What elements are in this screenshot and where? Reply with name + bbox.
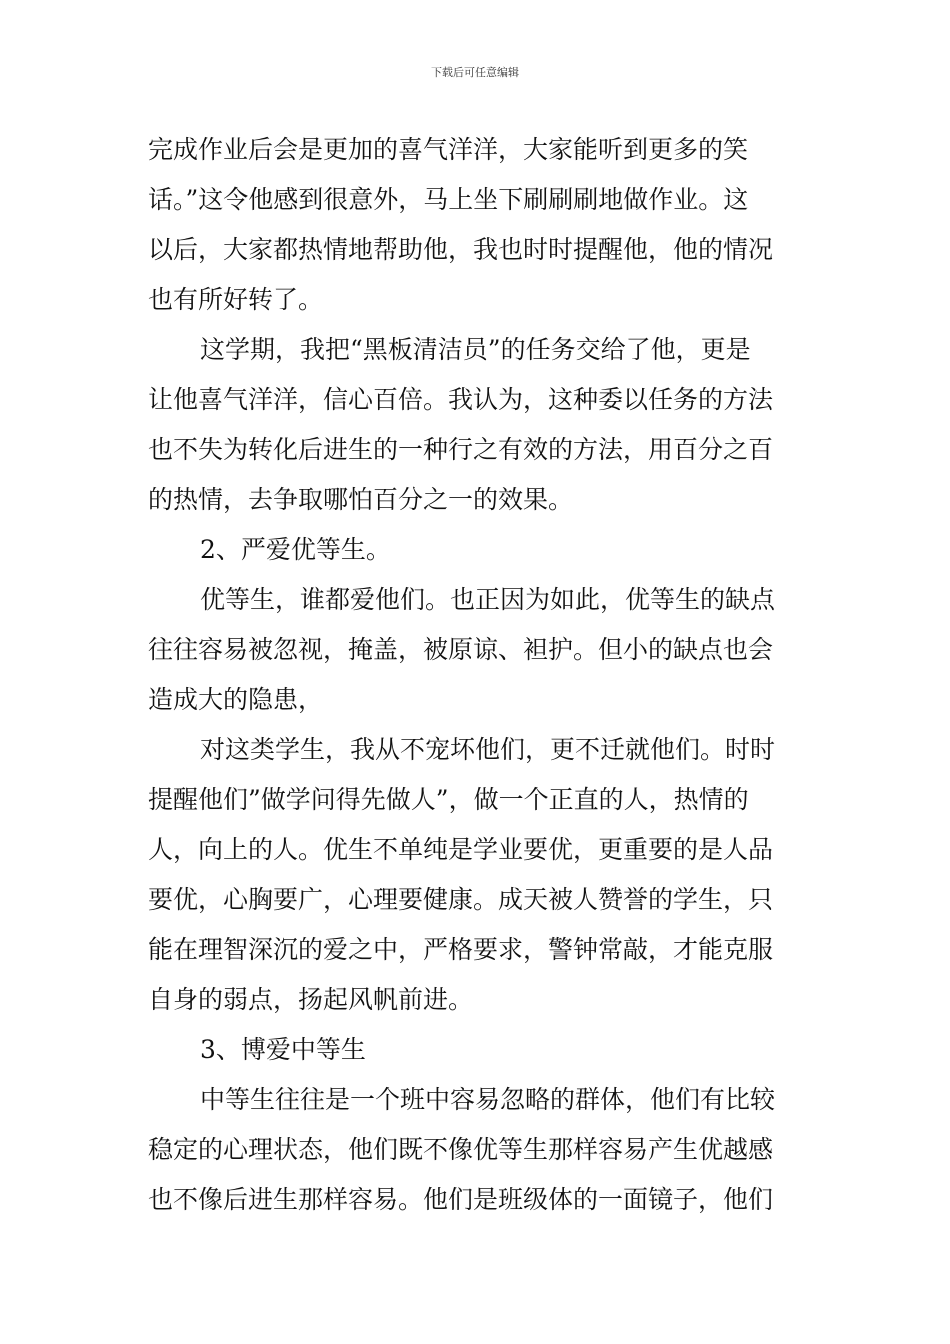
text-line: 中等生往往是一个班中容易忽略的群体，他们有比较 — [200, 1085, 776, 1114]
text-line: 稳定的心理状态，他们既不像优等生那样容易产生优越感 — [148, 1135, 774, 1164]
text-line: 也不失为转化后进生的一种行之有效的方法，用百分之百 — [148, 435, 774, 464]
text-line: 自身的弱点，扬起风帆前进。 — [148, 985, 474, 1014]
text-line: 也有所好转了。 — [148, 285, 324, 314]
text-line: 提醒他们”做学问得先做人”，做一个正直的人，热情的 — [148, 785, 749, 814]
text-line: 让他喜气洋洋，信心百倍。我认为，这种委以任务的方法 — [148, 385, 774, 414]
body-text — [148, 125, 808, 1225]
text-line: 2、严爱优等生。 — [200, 535, 391, 564]
text-line: 能在理智深沉的爱之中，严格要求，警钟常敲，才能克服 — [148, 935, 774, 964]
text-line: 也不像后进生那样容易。他们是班级体的一面镜子，他们 — [148, 1185, 774, 1214]
text-line: 这学期，我把“黑板清洁员”的任务交给了他，更是 — [200, 335, 751, 364]
text-line: 人，向上的人。优生不单纯是学业要优，更重要的是人品 — [148, 835, 774, 864]
text-line: 话。”这令他感到很意外，马上坐下刷刷刷地做作业。这 — [148, 185, 749, 214]
text-line: 造成大的隐患， — [148, 685, 324, 714]
text-line: 以后，大家都热情地帮助他，我也时时提醒他，他的情况 — [148, 235, 774, 264]
page-header: 下载后可任意编辑 — [431, 66, 519, 79]
text-line: 的热情，去争取哪怕百分之一的效果。 — [148, 485, 574, 514]
text-line: 要优，心胸要广，心理要健康。成天被人赞誉的学生，只 — [148, 885, 774, 914]
text-line: 3、博爱中等生 — [200, 1035, 366, 1064]
text-line: 往往容易被忽视，掩盖，被原谅、袒护。但小的缺点也会 — [148, 635, 774, 664]
text-line: 优等生，谁都爱他们。也正因为如此，优等生的缺点 — [200, 585, 776, 614]
text-line: 完成作业后会是更加的喜气洋洋，大家能听到更多的笑 — [148, 135, 749, 164]
text-line: 对这类学生，我从不宠坏他们，更不迁就他们。时时 — [200, 735, 776, 764]
